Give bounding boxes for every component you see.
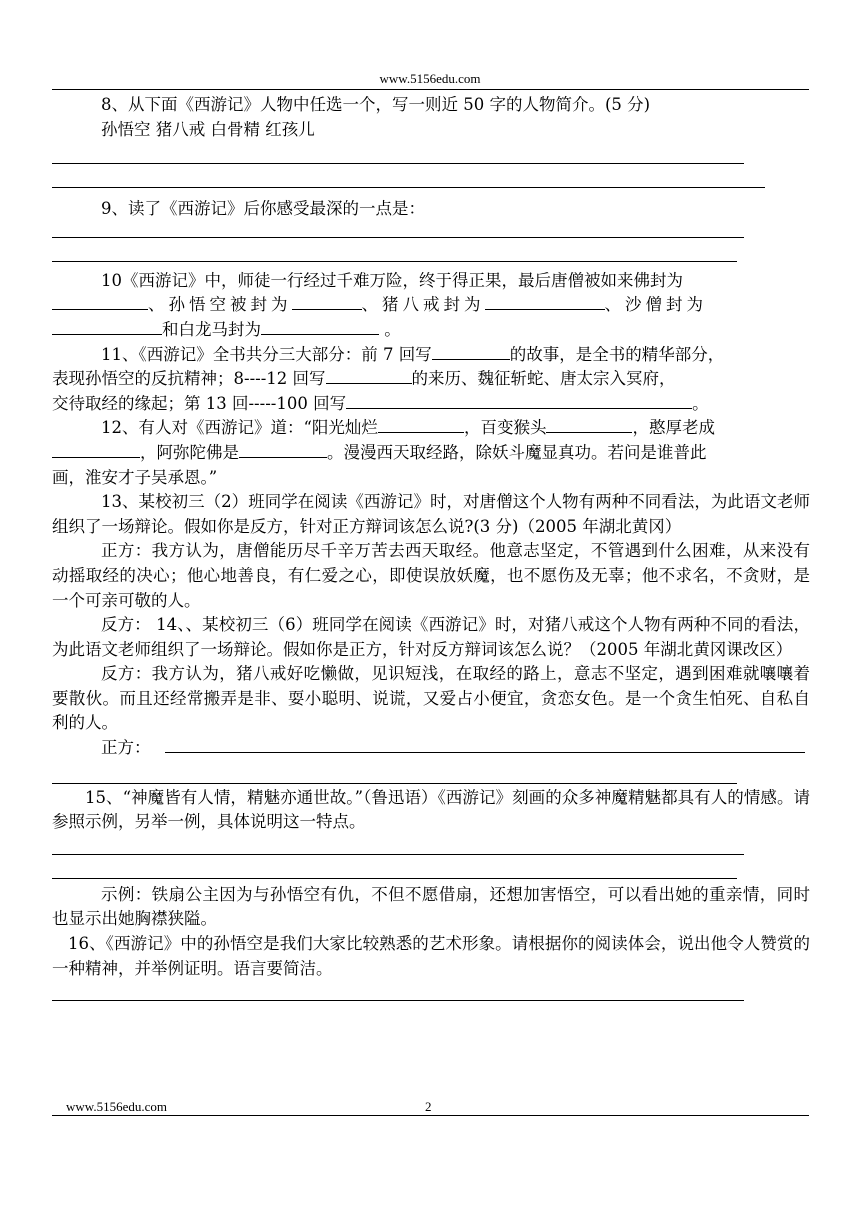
answer-blank[interactable]	[346, 392, 692, 409]
question-11-text: 的故事，是全书的精华部分，	[509, 344, 725, 364]
question-8-options: 孙悟空 猪八戒 白骨精 红孩儿	[101, 119, 315, 139]
question-12-text: 12、有人对《西游记》道：“阳光灿烂	[101, 418, 378, 438]
answer-blank[interactable]	[239, 441, 327, 458]
answer-blank[interactable]	[485, 293, 605, 310]
question-11-text: 表现孙悟空的反抗精神；8----12 回写	[52, 369, 326, 389]
answer-blank[interactable]	[432, 343, 510, 360]
answer-blank[interactable]	[165, 736, 805, 753]
question-10	[52, 269, 810, 343]
answer-blank[interactable]	[261, 318, 379, 335]
question-11-text: 。	[692, 393, 709, 413]
question-8: 8、从下面《西游记》人物中任选一个，写一则近 50 字的人物简介。(5 分)	[101, 95, 651, 114]
question-12-cont: 画，淮安才子吴承恩。”	[52, 467, 218, 487]
question-15-example: 示例：铁扇公主因为与孙悟空有仇，不但不愿借扇，还想加害悟空，可以看出她的重亲情，同时也显示出她胸襟狭隘。	[52, 884, 810, 929]
question-10-text: 10《西游记》中，师徒一行经过千难万险，终于得正果，最后唐僧被如来佛封为	[101, 270, 683, 290]
question-10-text: 和白龙马封为	[162, 319, 261, 339]
question-12	[52, 416, 810, 441]
question-12-text: ，憨厚老成	[632, 418, 715, 438]
zhengfang-label: 正方：	[101, 738, 151, 758]
answer-blank[interactable]	[378, 416, 464, 433]
answer-blank[interactable]	[52, 293, 148, 310]
answer-line	[52, 1000, 744, 1001]
question-11	[52, 343, 810, 368]
footer-url: www.5156edu.com	[66, 1099, 167, 1114]
header-url: www.5156edu.com	[379, 71, 481, 86]
question-12-cont	[52, 441, 810, 466]
question-14: 反方： 14、、某校初三（6）班同学在阅读《西游记》时，对猪八戒这个人物有两种不同的看法，为此语文老师组织了一场辩论。假如你是正方，针对反方辩词该怎么说？（2005 年湖北黄冈课改区）	[52, 615, 810, 659]
answer-blank[interactable]	[326, 367, 412, 384]
question-10-text: 。	[384, 319, 401, 339]
question-14-zhengfang	[52, 736, 810, 761]
header-rule	[52, 89, 809, 90]
question-10-text: 、沙僧封为	[604, 295, 707, 315]
question-11-text: 的来历、魏征斩蛇、唐太宗入冥府，	[411, 369, 676, 389]
answer-blank[interactable]	[546, 416, 632, 433]
question-9: 9、读了《西游记》后你感受最深的一点是：	[101, 199, 425, 219]
question-13: 13、某校初三（2）班同学在阅读《西游记》时，对唐僧这个人物有两种不同看法，为此语文老师组织了一场辩论。假如你是反方，针对正方辩词该怎么说?(3 分)（2005 年湖北黄冈）	[52, 492, 810, 536]
answer-blank[interactable]	[52, 441, 140, 458]
answer-blank[interactable]	[52, 318, 162, 335]
question-12-text: 。漫漫西天取经路，除妖斗魔显真功。若问是谁普此	[327, 442, 707, 462]
question-11-cont	[52, 367, 810, 392]
question-15: 15、“神魔皆有人情，精魅亦通世故。”（鲁迅语）《西游记》刻画的众多神魔精魅都具有人的情感。请参照示例，另举一例，具体说明这一特点。	[52, 787, 810, 832]
question-13-zhengfang: 正方：我方认为，唐僧能历尽千辛万苦去西天取经。他意志坚定，不管遇到什么困难，从来没有动摇取经的决心；他心地善良，有仁爱之心，即使误放妖魔，也不愿伤及无辜；他不求名，不贪财，是一个可亲可敬的人。	[52, 541, 810, 610]
question-10-text: 、孙悟空被封为	[148, 295, 292, 315]
question-16: 16、《西游记》中的孙悟空是我们大家比较熟悉的艺术形象。请根据你的阅读体会，说出他令人赞赏的一种精神，并举例证明。语言要简洁。	[52, 934, 810, 978]
page-number: 2	[425, 1099, 432, 1114]
question-12-text: ，百变猴头	[463, 418, 547, 438]
question-11-text: 交待取经的缘起；第 13 回-----100 回写	[52, 393, 347, 413]
question-11-text: 11、《西游记》全书共分三大部分：前 7 回写	[101, 344, 432, 364]
answer-blank[interactable]	[292, 293, 362, 310]
question-10-text: 、猪八戒封为	[361, 295, 485, 315]
question-11-cont	[52, 392, 810, 417]
question-12-text: ，阿弥陀佛是	[140, 442, 239, 462]
question-14-fanfang: 反方：我方认为，猪八戒好吃懒做，见识短浅，在取经的路上，意志不坚定，遇到困难就嚷嚷着要散伙。而且还经常搬弄是非、耍小聪明、说谎，又爱占小便宜，贪恋女色。是一个贪生怕死、自私自利的人。	[52, 664, 810, 733]
footer-rule	[52, 1115, 809, 1116]
document-content	[52, 93, 810, 1001]
